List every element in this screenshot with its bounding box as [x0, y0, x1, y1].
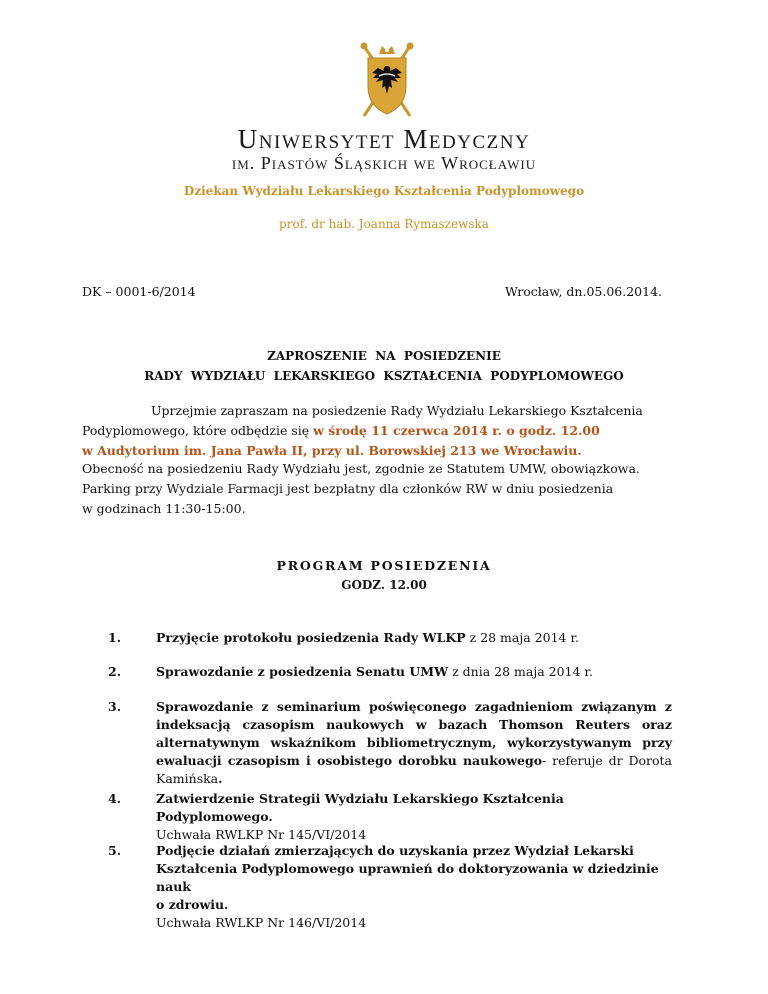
invitation-heading: ZAPROSZENIE NA POSIEDZENIE — [267, 349, 501, 363]
program-time: GODZ. 12.00 — [341, 578, 427, 592]
place-date: Wrocław, dn.05.06.2014. — [504, 284, 662, 299]
resolution-number: Uchwała RWLKP Nr 145/VI/2014 — [156, 827, 367, 842]
program-title: PROGRAM POSIEDZENIA — [276, 558, 492, 573]
agenda-item: 3. Sprawozdanie z seminarium poświęconego zagadnieniom związanym z indeksacją czasopism naukowych w bazach Thomson Reuters oraz alternatywnym wskaźnikom bibliometrycznym, wykorzystywanym przy ewaluacji czasopism i osobistego dorobku naukowego- referuje dr Dorota Kamińska. — [108, 699, 672, 786]
meeting-venue-highlight: w Audytorium im. Jana Pawła II, przy ul. Borowskiej 213 we Wrocławiu. — [82, 443, 582, 458]
invitation-subheading: RADY WYDZIAŁU LEKARSKIEGO KSZTAŁCENIA PODYPLOMOWEGO — [144, 369, 624, 383]
dean-title: Dziekan Wydziału Lekarskiego Kształcenia Podyplomowego — [183, 184, 585, 198]
meeting-date-highlight: w środę 11 czerwca 2014 r. o godz. 12.00 — [313, 423, 600, 438]
resolution-number: Uchwała RWLKP Nr 146/VI/2014 — [156, 915, 367, 930]
reference-number: DK – 0001-6/2014 — [82, 284, 196, 299]
agenda-item: 5. Podjęcie działań zmierzających do uzyskania przez Wydział Lekarski Kształcenia Podyplomowego uprawnień do doktoryzowania w dziedzinie nauk o zdrowiu. Uchwała RWLKP Nr 146/VI/2014 — [108, 842, 672, 932]
university-name: Uniwersytet Medyczny — [237, 124, 531, 154]
university-subtitle: im. Piastów Śląskich we Wrocławiu — [231, 153, 537, 173]
agenda-item: 1. Przyjęcie protokołu posiedzenia Rady WLKP z 28 maja 2014 r. — [108, 630, 580, 645]
university-crest-logo — [358, 40, 416, 120]
invitation-paragraph: Uprzejmie zapraszam na posiedzenie Rady Wydziału Lekarskiego Kształcenia Podyplomowego, które odbędzie się w środę 11 czerwca 2014 r. o godz. 12.00 w Audytorium im. Jana Pawła II, przy ul. Borowskiej 213 we Wrocławiu. — [82, 401, 672, 461]
dean-name: prof. dr hab. Joanna Rymaszewska — [279, 217, 489, 231]
attendance-paragraph: Obecność na posiedzeniu Rady Wydziału jest, zgodnie ze Statutem UMW, obowiązkowa. Parking przy Wydziale Farmacji jest bezpłatny dla członków RW w dniu posiedzenia w godzinach 11:30-15:00. — [82, 461, 640, 516]
agenda-item: 4. Zatwierdzenie Strategii Wydziału Lekarskiego Kształcenia Podyplomowego. Uchwała RWLKP Nr 145/VI/2014 — [108, 790, 672, 844]
agenda-item: 2. Sprawozdanie z posiedzenia Senatu UMW z dnia 28 maja 2014 r. — [108, 664, 593, 679]
